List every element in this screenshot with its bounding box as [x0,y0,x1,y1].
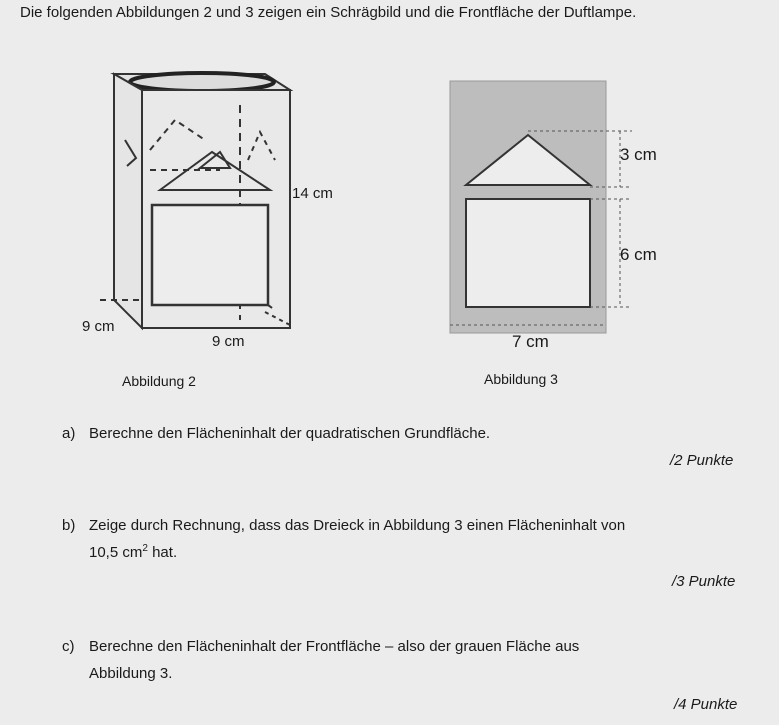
figure-3-front-drawing [440,75,640,355]
task-b-points: /3 Punkte [672,573,736,590]
task-b-exponent: 2 [142,543,148,554]
top-opening [130,73,274,91]
fig3-square-height-label: 6 cm [620,245,657,264]
task-a-text: Berechne den Flächeninhalt der quadratischen Grundfläche. [89,425,491,442]
fig3-triangle-height-label: 3 cm [620,145,657,164]
task-a-points: /2 Punkte [670,452,734,469]
task-c-text-line2: Abbildung 3. [89,665,173,682]
fig2-caption: Abbildung 2 [122,373,196,389]
task-b-label: b) [62,517,76,534]
fig3-caption: Abbildung 3 [484,371,558,387]
task-c-points: /4 Punkte [674,696,738,713]
fig2-height-label: 14 cm [292,185,333,202]
page-title: Die folgenden Abbildungen 2 und 3 zeigen ein Schrägbild und die Frontfläche der Duftlampe. [20,4,637,21]
task-c-text: Berechne den Flächeninhalt der Frontfläche – also der grauen Fläche aus [89,638,580,655]
task-b-value-line [89,543,177,561]
fig2-width-label: 9 cm [212,333,245,350]
left-side-face [114,74,142,328]
fig2-depth-label: 9 cm [82,318,115,335]
task-b-text: Zeige durch Rechnung, dass das Dreieck in Abbildung 3 einen Flächeninhalt von [89,517,626,534]
figure-2-oblique-drawing [70,60,370,360]
task-b-suffix: hat. [152,544,178,561]
fig3-width-label: 7 cm [512,332,549,351]
front-square [466,199,590,307]
task-c-label: c) [62,638,75,655]
task-a-label: a) [62,425,76,442]
front-square [152,205,268,305]
task-b-value: 10,5 cm [89,544,143,561]
